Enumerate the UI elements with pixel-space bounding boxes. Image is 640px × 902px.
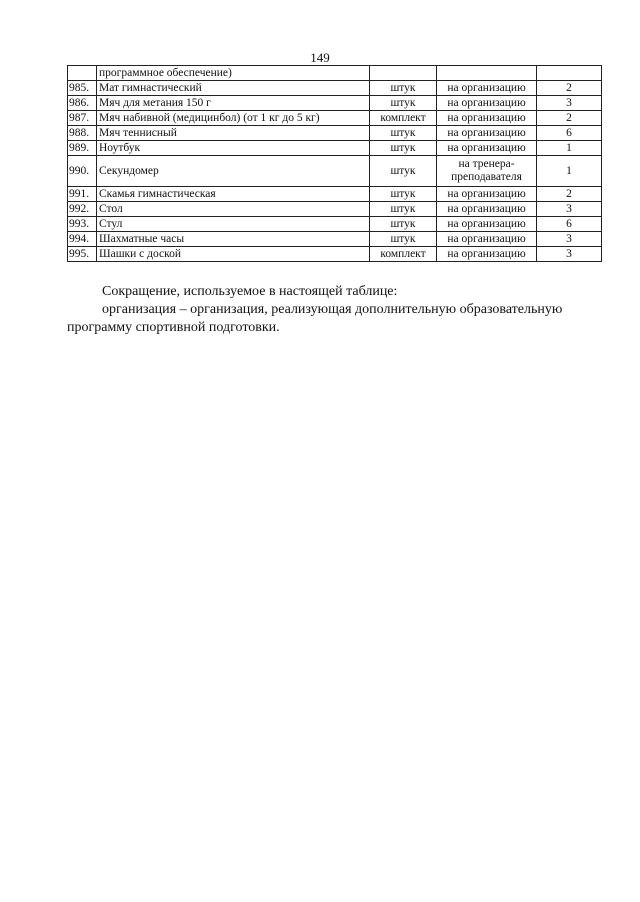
per-cell: на организацию [437,217,537,232]
row-number: 995. [68,247,97,262]
quantity-cell [537,66,602,81]
quantity-cell: 3 [537,202,602,217]
row-number: 991. [68,187,97,202]
quantity-cell: 2 [537,111,602,126]
row-number: 992. [68,202,97,217]
table-row [68,66,602,81]
table-row [68,217,602,232]
quantity-cell: 6 [537,217,602,232]
per-cell: на организацию [437,81,537,96]
row-number: 987. [68,111,97,126]
page-number: 149 [310,50,330,65]
per-cell: на организацию [437,111,537,126]
item-name: Секундомер [97,156,370,187]
unit-cell: штук [370,96,437,111]
row-number: 994. [68,232,97,247]
unit-cell: штук [370,141,437,156]
table-row [68,187,602,202]
per-cell: на тренера-преподавателя [437,156,537,187]
unit-cell: штук [370,202,437,217]
unit-cell: штук [370,217,437,232]
quantity-cell: 1 [537,156,602,187]
quantity-cell: 6 [537,126,602,141]
abbreviation-definition: организация – организация, реализующая дополнительную образовательную программу спортивной подготовки. [67,302,563,335]
unit-cell: штук [370,156,437,187]
table-row [68,141,602,156]
item-name: Мат гимнастический [97,81,370,96]
table-row [68,126,602,141]
unit-cell: штук [370,81,437,96]
row-number: 990. [68,156,97,187]
unit-cell: комплект [370,247,437,262]
per-cell: на организацию [437,247,537,262]
abbreviations-note [67,283,607,337]
equipment-table [67,65,602,262]
unit-cell: штук [370,232,437,247]
item-name: Мяч набивной (медицинбол) (от 1 кг до 5 кг) [97,111,370,126]
abbreviations-heading: Сокращение, используемое в настоящей таблице: [102,284,398,299]
row-number [68,66,97,81]
row-number: 988. [68,126,97,141]
per-cell: на организацию [437,232,537,247]
unit-cell: штук [370,126,437,141]
table-row [68,81,602,96]
item-name: Мяч теннисный [97,126,370,141]
item-name: Стол [97,202,370,217]
per-cell: на организацию [437,126,537,141]
item-name: Шахматные часы [97,232,370,247]
unit-cell: штук [370,187,437,202]
item-name: Ноутбук [97,141,370,156]
item-name: программное обеспечение) [97,66,370,81]
item-name: Мяч для метания 150 г [97,96,370,111]
table-row [68,96,602,111]
table-row [68,232,602,247]
quantity-cell: 2 [537,81,602,96]
table-row [68,156,602,187]
item-name: Шашки с доской [97,247,370,262]
row-number: 993. [68,217,97,232]
quantity-cell: 2 [537,187,602,202]
unit-cell: комплект [370,111,437,126]
per-cell: на организацию [437,141,537,156]
table-row [68,111,602,126]
item-name: Стул [97,217,370,232]
per-cell [437,66,537,81]
row-number: 989. [68,141,97,156]
per-cell: на организацию [437,187,537,202]
table-row [68,247,602,262]
quantity-cell: 1 [537,141,602,156]
item-name: Скамья гимнастическая [97,187,370,202]
per-cell: на организацию [437,96,537,111]
per-cell: на организацию [437,202,537,217]
table-row [68,202,602,217]
unit-cell [370,66,437,81]
quantity-cell: 3 [537,232,602,247]
quantity-cell: 3 [537,247,602,262]
row-number: 986. [68,96,97,111]
quantity-cell: 3 [537,96,602,111]
row-number: 985. [68,81,97,96]
